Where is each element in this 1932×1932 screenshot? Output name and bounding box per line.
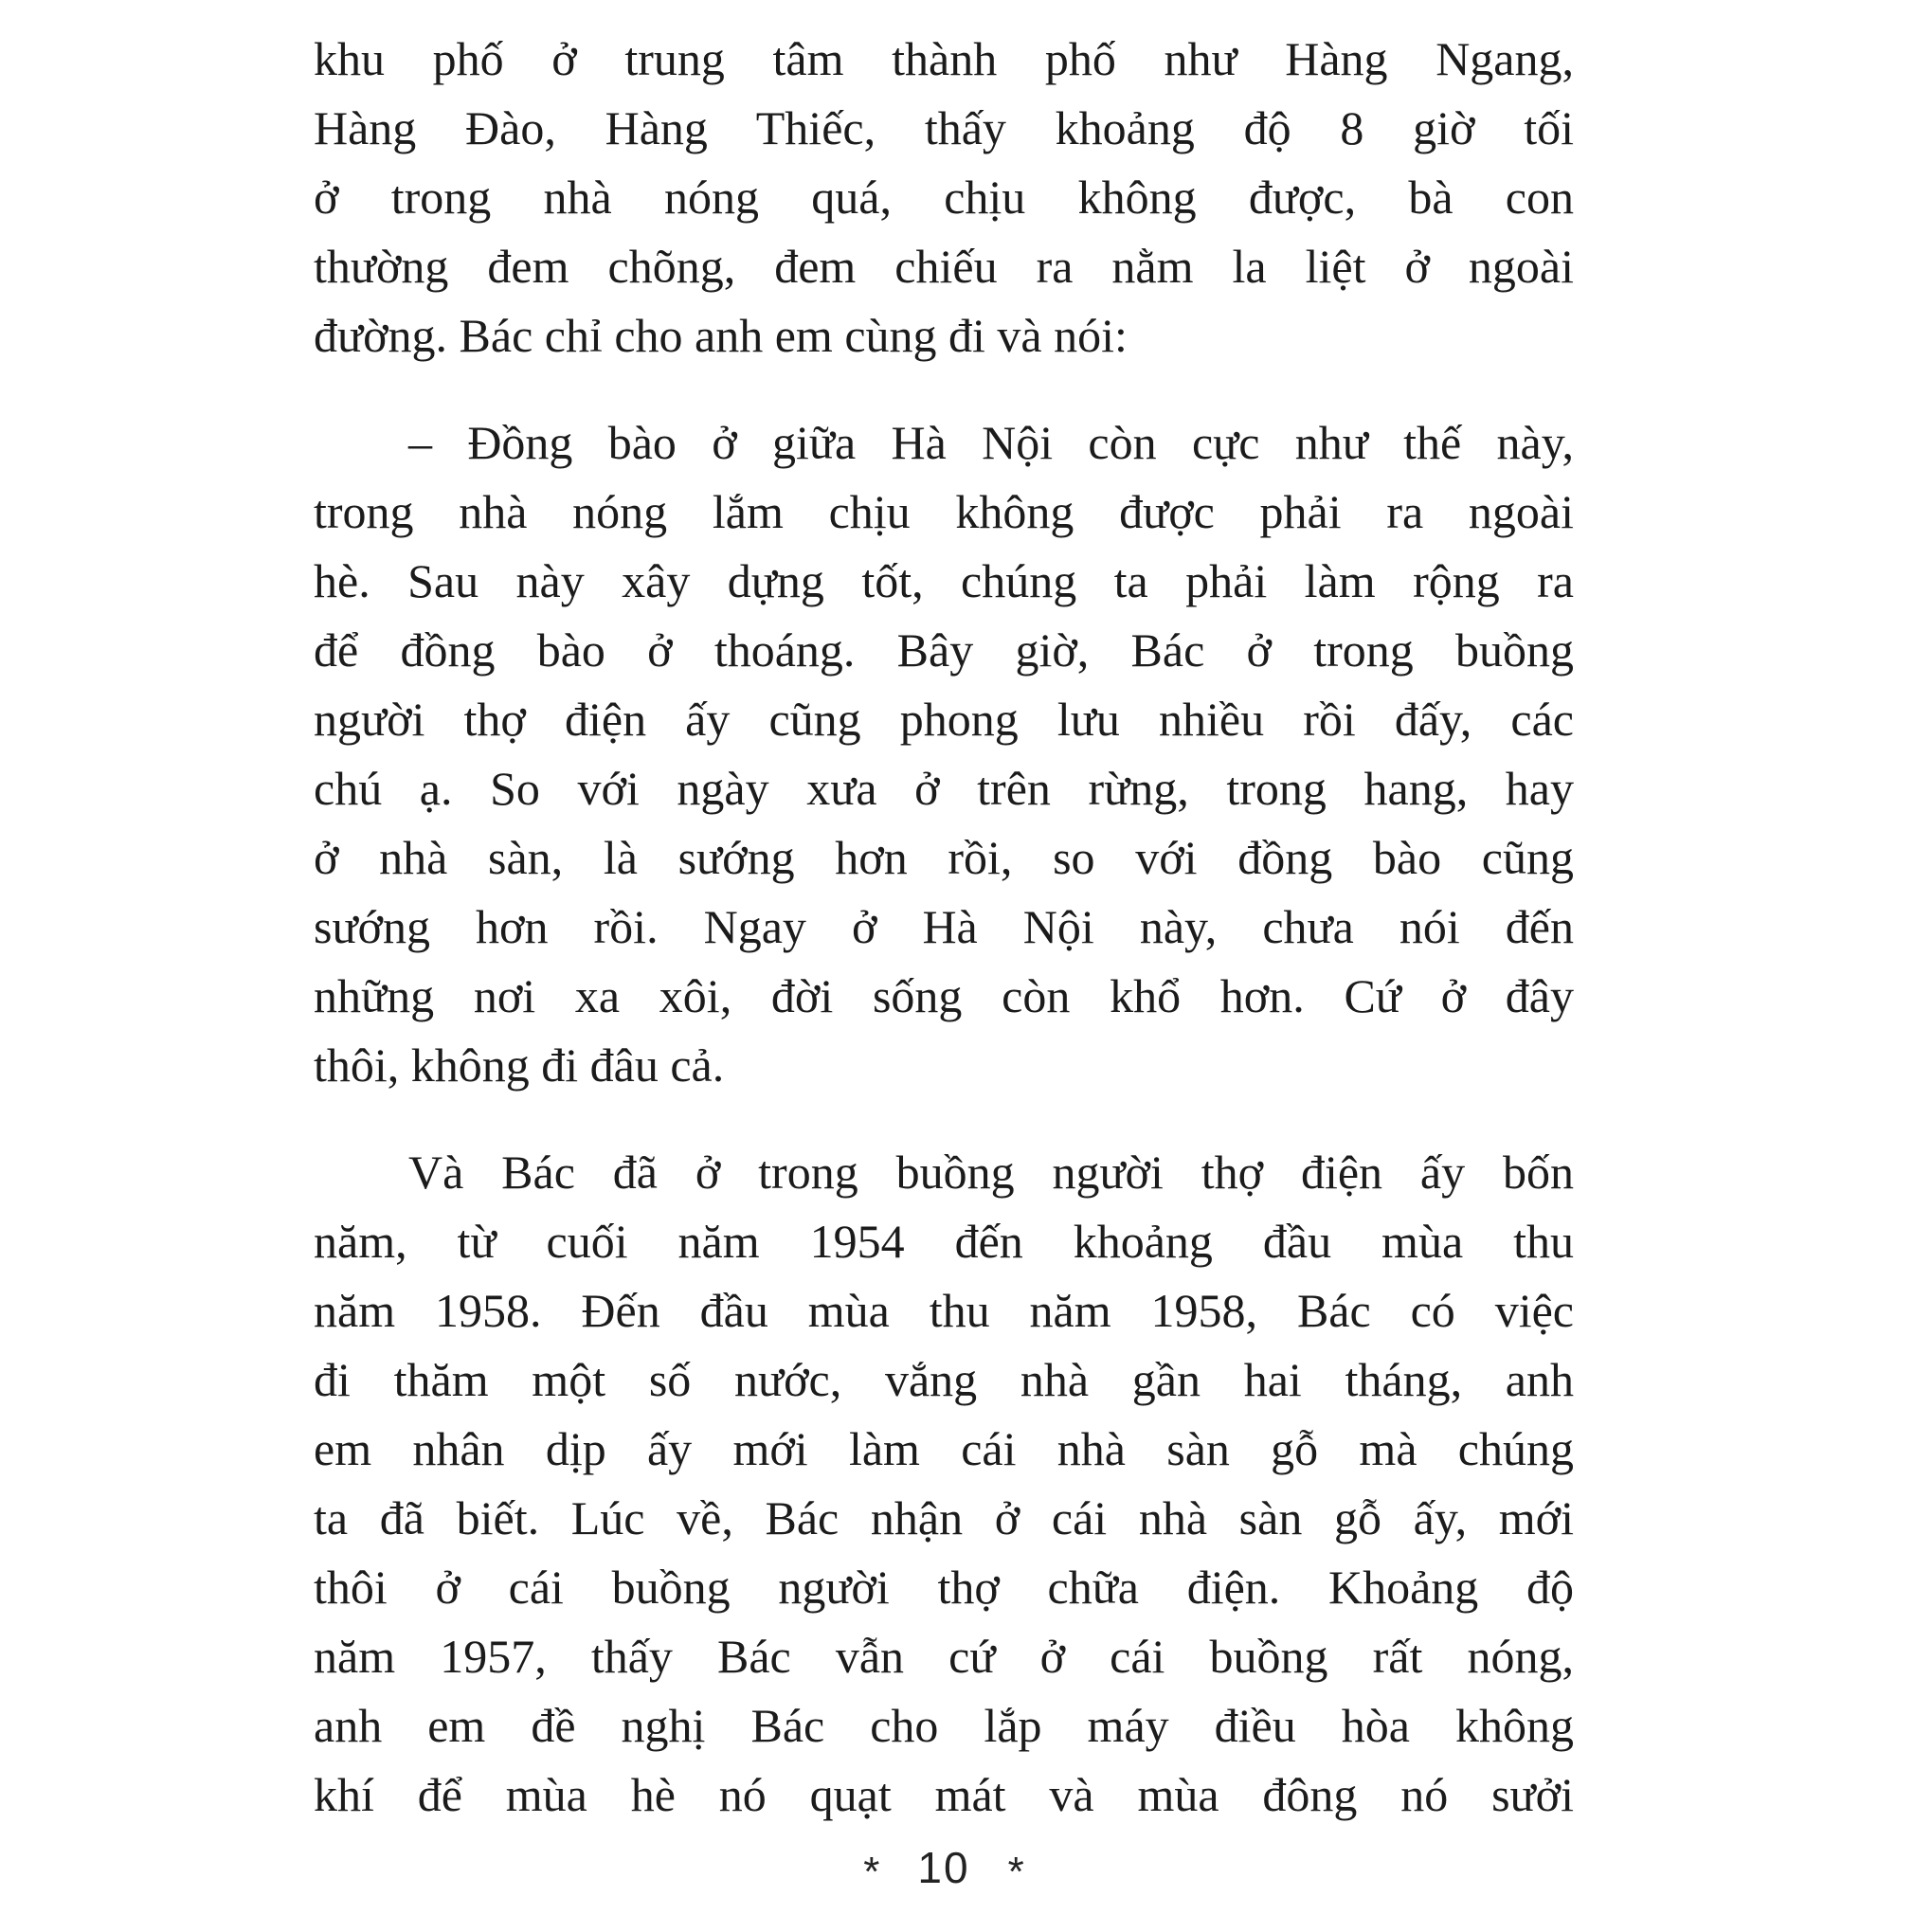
text-line: Hàng Đào, Hàng Thiếc, thấy khoảng độ 8 giờ tối bbox=[314, 101, 1574, 154]
text-line: ở trong nhà nóng quá, chịu không được, bà con bbox=[314, 171, 1574, 224]
text-line: năm, từ cuối năm 1954 đến khoảng đầu mùa thu bbox=[314, 1215, 1574, 1268]
text-line: để đồng bào ở thoáng. Bây giờ, Bác ở trong buồng bbox=[314, 623, 1574, 677]
text-line: chú ạ. So với ngày xưa ở trên rừng, trong hang, hay bbox=[314, 762, 1574, 815]
text-line: năm 1958. Đến đầu mùa thu năm 1958, Bác có việc bbox=[314, 1284, 1574, 1337]
text-line: hè. Sau này xây dựng tốt, chúng ta phải làm rộng ra bbox=[314, 554, 1574, 607]
text-line: ta đã biết. Lúc về, Bác nhận ở cái nhà sàn gỗ ấy, mới bbox=[314, 1491, 1574, 1544]
text-line: sướng hơn rồi. Ngay ở Hà Nội này, chưa nói đến bbox=[314, 900, 1574, 953]
footer-asterisk-right: * bbox=[1007, 1849, 1024, 1896]
text-line: thôi ở cái buồng người thợ chữa điện. Khoảng độ bbox=[314, 1561, 1574, 1614]
footer-asterisk-left: * bbox=[863, 1849, 880, 1896]
text-line: năm 1957, thấy Bác vẫn cứ ở cái buồng rất nóng, bbox=[314, 1630, 1574, 1683]
text-line: khu phố ở trung tâm thành phố như Hàng Ngang, bbox=[314, 32, 1574, 85]
text-line: đường. Bác chỉ cho anh em cùng đi và nói: bbox=[314, 309, 1128, 362]
page-number: 10 bbox=[917, 1843, 970, 1892]
text-line: em nhân dịp ấy mới làm cái nhà sàn gỗ mà chúng bbox=[314, 1422, 1574, 1475]
page-text bbox=[314, 25, 1574, 1830]
text-line: – Đồng bào ở giữa Hà Nội còn cực như thế này, bbox=[408, 416, 1574, 469]
text-line: những nơi xa xôi, đời sống còn khổ hơn. Cứ ở đây bbox=[314, 969, 1574, 1022]
text-line: người thợ điện ấy cũng phong lưu nhiều rồi đấy, các bbox=[314, 693, 1574, 746]
text-line: anh em đề nghị Bác cho lắp máy điều hòa không bbox=[314, 1699, 1574, 1752]
text-line: thường đem chõng, đem chiếu ra nằm la liệt ở ngoài bbox=[314, 240, 1574, 293]
text-line: trong nhà nóng lắm chịu không được phải ra ngoài bbox=[314, 485, 1574, 538]
page-footer bbox=[314, 1842, 1574, 1896]
text-line: ở nhà sàn, là sướng hơn rồi, so với đồng bào cũng bbox=[314, 831, 1574, 884]
text-line: đi thăm một số nước, vắng nhà gần hai tháng, anh bbox=[314, 1353, 1574, 1406]
text-line: khí để mùa hè nó quạt mát và mùa đông nó sưởi bbox=[314, 1768, 1574, 1821]
text-line: Và Bác đã ở trong buồng người thợ điện ấy bốn bbox=[408, 1146, 1574, 1199]
text-line: thôi, không đi đâu cả. bbox=[314, 1038, 725, 1092]
